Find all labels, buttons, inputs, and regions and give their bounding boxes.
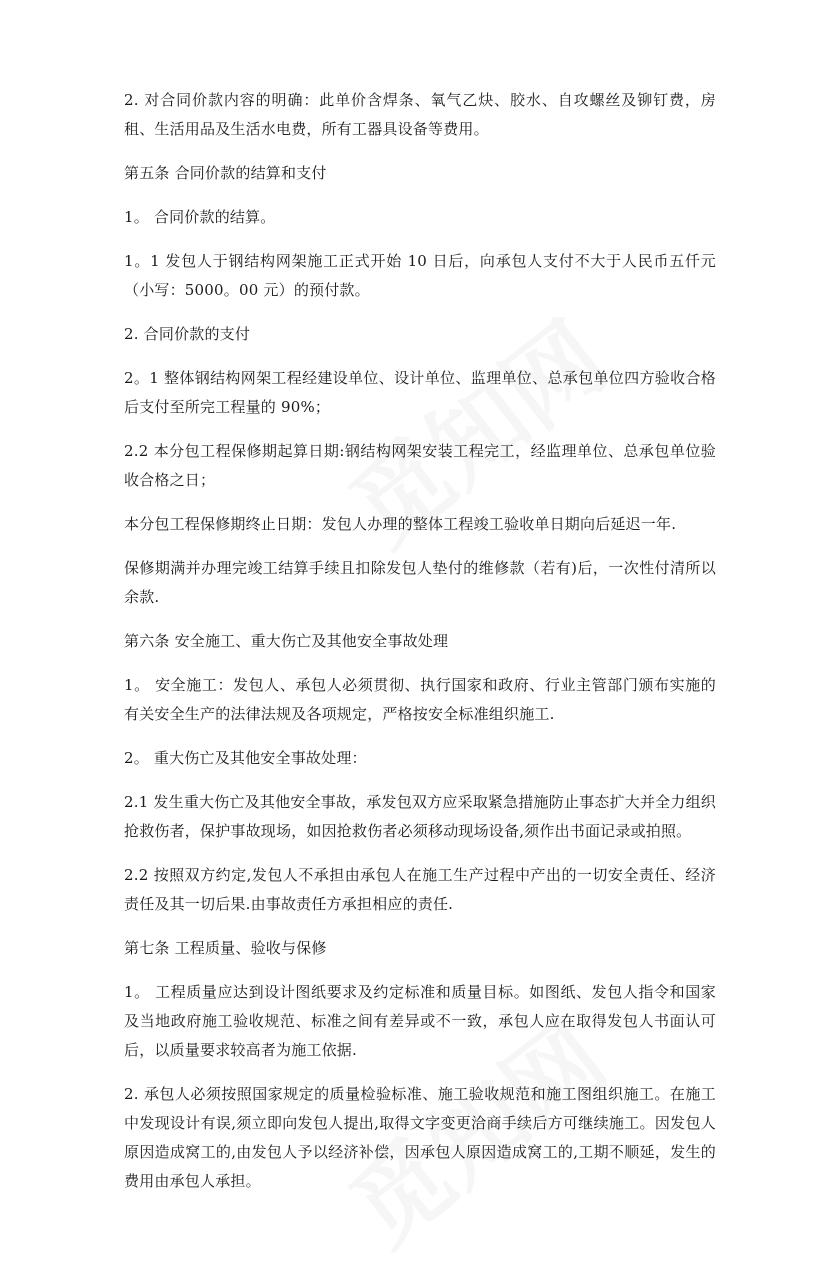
paragraph-price-content: 2. 对合同价款内容的明确：此单价含焊条、氧气乙炔、胶水、自攻螺丝及铆钉费，房租、生活用品及生活水电费，所有工器具设备等费用。 [124, 91, 716, 138]
paragraph-accident-title: 2。 重大伤亡及其他安全事故处理： [124, 749, 367, 767]
paragraph-accident-response: 2.1 发生重大伤亡及其他安全事故，承发包双方应采取紧急措施防止事态扩大并全力组织抢救伤者，保护事故现场，如因抢救伤者必须移动现场设备,须作出书面记录或拍照。 [124, 793, 716, 840]
paragraph-settlement-title: 1。 合同价款的结算。 [124, 208, 276, 226]
section-heading-5: 第五条 合同价款的结算和支付 [124, 164, 327, 182]
paragraph-warranty-start: 2.2 本分包工程保修期起算日期:钢结构网架安装工程完工，经监理单位、总承包单位验收合格之日； [124, 442, 716, 489]
paragraph-liability: 2.2 按照双方约定,发包人不承担由承包人在施工生产过程中产出的一切安全责任、经济责任及其一切后果.由事故责任方承担相应的责任. [124, 866, 716, 913]
paragraph-payment-90: 2。1 整体钢结构网架工程经建设单位、设计单位、监理单位、总承包单位四方验收合格后支付至所完工程量的 90%； [124, 369, 716, 416]
paragraph-prepayment: 1。1 发包人于钢结构网架施工正式开始 10 日后，向承包人支付不大于人民币五仟元（小写：5000。00 元）的预付款。 [124, 252, 716, 299]
section-heading-6: 第六条 安全施工、重大伤亡及其他安全事故处理 [124, 632, 449, 650]
paragraph-final-payment: 保修期满并办理完竣工结算手续且扣除发包人垫付的维修款（若有)后，一次性付清所以余款. [124, 559, 716, 606]
paragraph-payment-title: 2. 合同价款的支付 [124, 325, 251, 343]
paragraph-quality-standard: 1。 工程质量应达到设计图纸要求及约定标准和质量目标。如图纸、发包人指令和国家及当地政府施工验收规范、标准之间有差异或不一致，承包人应在取得发包人书面认可后，以质量要求较高者为施工依据. [124, 983, 716, 1059]
paragraph-warranty-end: 本分包工程保修期终止日期：发包人办理的整体工程竣工验收单日期向后延迟一年. [124, 515, 677, 533]
section-heading-7: 第七条 工程质量、验收与保修 [124, 939, 327, 957]
document-body [124, 86, 716, 1211]
paragraph-construction-rules: 2. 承包人必须按照国家规定的质量检验标准、施工验收规范和施工图组织施工。在施工中发现设计有误,须立即向发包人提出,取得文字变更洽商手续后方可继续施工。因发包人原因造成窝工的,由发包人予以经济补偿，因承包人原因造成窝工的,工期不顺延，发生的费用由承包人承担。 [124, 1085, 716, 1190]
paragraph-safe-construction: 1。 安全施工：发包人、承包人必须贯彻、执行国家和政府、行业主管部门颁布实施的有关安全生产的法律法规及各项规定，严格按安全标准组织施工. [124, 676, 716, 723]
